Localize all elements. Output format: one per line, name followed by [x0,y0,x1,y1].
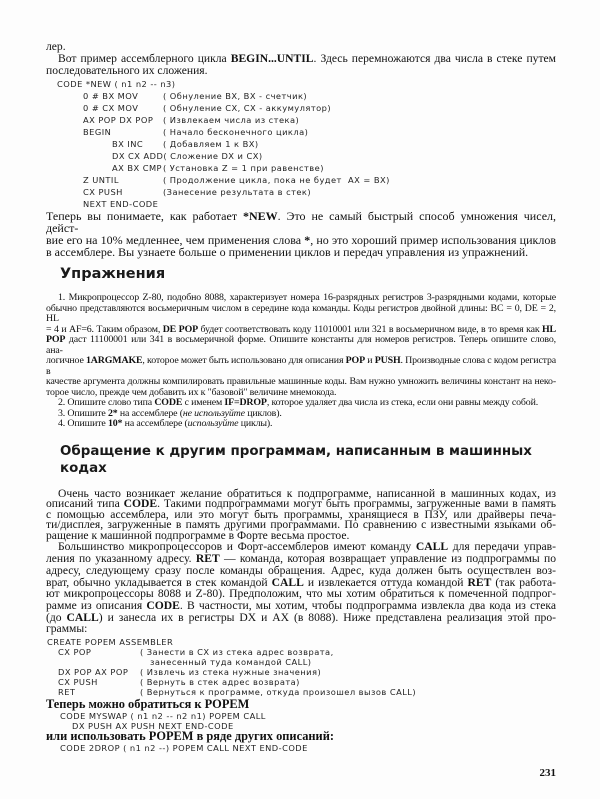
paragraph-line [46,210,556,234]
code-row [46,78,556,90]
text-run: ращение к машинной подпрограмме в Форте весьма простое. [46,528,350,542]
code-line: CODE MYSWAP ( n1 n2 -- n2 n1) POPEM CALL [60,711,266,722]
text-run: = 4 и AF=6. Таким образом, [46,323,163,335]
paragraph-line [46,65,556,77]
paragraph-line [46,731,556,743]
text-run: в ассемблере. Вы узнаете больше о применении циклов и передач управления из упражнений. [46,245,529,259]
text-run: (так работа- [491,575,556,589]
text-run: в ряде других описаний: [193,729,334,744]
exercise-line [46,356,556,377]
text-run: с помощью ассемблера, или это могут быть программы, хранящиеся в ПЗУ, или драйверы печа- [46,507,556,521]
code-instruction: BX INC [112,139,144,149]
code-row [46,743,556,753]
paragraph-intro-calls [46,486,556,542]
code-instruction: CX PUSH [58,677,98,688]
exercise-line [46,335,556,356]
bold-term: 10* [107,418,123,429]
code-instruction: Z UNTIL [83,175,119,185]
code-comment: ( Сложение DX и CX) [163,151,263,161]
text-run: . Производные слова с кодом регистра в [46,355,556,377]
code-instruction: DX CX ADD [112,151,164,161]
code-line: CODE 2DROP ( n1 n2 --) POPEM CALL NEXT END-CODE [60,743,308,754]
code-row [46,667,556,677]
text-run: на ассемблере ( [117,407,183,419]
code-row [46,90,556,102]
text-run: 4. Опишите [58,418,108,429]
code-row [46,186,556,198]
text-run: ления по указанному адресу. [46,552,196,566]
code-instruction: 0 # BX MOV [83,91,139,101]
bold-term: 2* [107,407,118,419]
text-run: рамме из описания [46,598,147,612]
text-run: или использовать [46,729,149,744]
code-comment: ( Извлекаем числа из стека) [163,115,300,125]
text-run: Очень часто возникает желание обратиться к подпрограмме, написанной в машинных кодах, из [58,486,556,500]
text-run: 2. Опишите слово типа [58,397,155,408]
text-run: , но это хороший пример использования циклов [310,233,556,247]
text-run: . В частности, мы хотим, чтобы подпрограмма извлекла два кода из стека [179,598,556,612]
bold-term: CALL [271,575,304,589]
text-run: 3. Опишите [58,407,108,419]
code-comment: (Занесение результата в стек) [163,187,312,197]
bold-term: POP [46,334,66,345]
bold-term: BEGIN...UNTIL [230,52,314,65]
code-block-popem [46,637,556,697]
code-row [46,102,556,114]
text-run: лер. [46,40,66,53]
bold-term: HL [542,323,556,335]
text-run: Теперь можно обратиться к [46,697,205,712]
text-run: качестве аргумента должны компилировать правильные машинные коды. Вам нужно умножить величины констант на неко- [46,376,556,387]
bold-term: POP [345,355,365,366]
code-comment: ( Занести в CX из стека адрес возврата, [140,647,334,658]
code-comment: ( Установка Z = 1 при равенстве) [163,163,324,173]
bold-term: CODE [154,397,183,408]
code-row [46,677,556,687]
text-run: адресу, следующему сразу после команды обращения. Адрес, куда должен быть осуществлен воз- [46,563,556,577]
text-run: и [364,355,375,366]
bold-term: POPEM [148,729,194,744]
code-row [46,150,556,162]
code-comment: ( Вернуть в стек адрес возврата) [140,677,300,688]
text-run: и извлекается оттуда командой [303,575,468,589]
code-row [46,114,556,126]
intro-paragraph [46,41,556,77]
bold-term: DE POP [162,323,198,335]
code-row [46,657,556,667]
code-row [46,687,556,697]
text-run: , которое удаляет два числа из стека, если они равны между собой. [266,397,539,408]
bold-term: CODE [146,598,180,612]
text-run: 1. Микропроцессор Z-80, подобно 8088, характеризует номера 16-разрядных регистров 3-разрядными кодами, которые [58,292,556,303]
code-instruction: RET [58,687,76,698]
text-run: циклы). [238,418,273,429]
code-row [46,138,556,150]
text-run: . Здесь перемножаются два числа в стеке путем [313,52,556,65]
explanation-paragraph [46,210,556,258]
code-comment: ( Извлечь из стека нужные значения) [140,667,322,678]
exercise-list [46,293,556,430]
paragraph-line [46,246,556,258]
text-run: . Это не самый быстрый способ умножения чисел, дейст- [46,209,557,235]
bold-term: *NEW [242,209,278,223]
code-comment: ( Обнуление CX, CX - аккумулятор) [163,103,332,113]
code-instruction: AX POP DX POP [83,115,154,125]
code-comment: ( Продолжение цикла, пока не будет AX = BX) [163,175,390,185]
code-comment: занесенный туда командой CALL) [150,657,312,668]
text-run: Большинство микропроцессоров и Форт-ассемблеров имеют команду [58,540,416,554]
text-run: торое число, прежде чем добавить их к "базовой" величине мнемокода. [46,386,337,398]
text-run: вие его на 10% медленнее, чем применения слова [46,233,305,247]
text-run: (до [46,610,67,624]
page-number: 231 [539,767,556,780]
code-instruction: CODE *NEW ( n1 n2 -- n3) [57,79,176,89]
code-instruction: AX BX CMP [112,163,163,173]
code-row [46,637,556,647]
bold-term: RET [195,552,220,566]
text-run: последовательного их сложения. [46,64,208,77]
text-run: граммы: [46,622,88,636]
paragraph-line [46,699,556,711]
italic-term: используйте [187,418,239,429]
bold-term: PUSH [374,355,401,366]
code-instruction: CX POP [58,647,92,658]
bold-term: CALL [66,610,99,624]
text-run: логичное [46,355,87,366]
code-instruction: CREATE POPEM ASSEMBLER [47,637,174,648]
text-run: . Такими подпрограммами могут быть программы, загруженные вами в память [157,497,556,511]
text-run: ти/дисплея, загруженные в память другими программами. По сравнению с известными языками об- [46,518,556,532]
text-run: ) и занесла их в регистры DX и AX (в 8088). Ниже представлена реализация этой про- [98,610,556,624]
code-block-new [46,78,556,210]
bold-term: CALL [415,540,449,554]
code-instruction: BEGIN [83,127,112,137]
text-run: Теперь вы понимаете, как работает [46,209,243,223]
text-run: , которое может быть использовано для описания [142,355,346,366]
paragraph-call-ret [46,541,556,635]
exercise-line [46,419,556,430]
section-heading-machine-code-calls: Обращение к другим программам, написанным в машинных кодах [60,443,532,476]
bold-term: CODE [123,497,158,511]
bold-term: RET [467,575,492,589]
code-row [46,711,556,721]
bold-term: * [304,233,311,247]
italic-term: не используйте [182,407,245,419]
paragraph-line [46,612,556,624]
bold-term: 1ARGMAKE [86,355,143,366]
text-run: — команда, которая возвращает управление из подпрограммы по [219,552,556,566]
text-run: даст 11100001 или 341 в восьмеричной форме. Опишите константы для номеров регистров. Теперь опишите слово, ана- [46,334,556,356]
code-instruction: DX POP AX POP [58,667,129,678]
code-row [46,647,556,657]
text-run: будет соответствовать коду 11010001 или 321 в восьмеричном виде, в то время как [197,323,543,335]
text-run: ют микропроцессоры 8088 и Z-80). Предположим, что мы хотим обратиться к помеченной подпрог- [46,587,556,601]
section-heading-exercises: Упражнения [60,266,166,282]
code-comment: ( Добавляем 1 к BX) [163,139,259,149]
text-run: с именем [182,397,225,408]
code-instruction: NEXT END-CODE [83,199,159,209]
exercise-line [46,304,556,325]
text-run: описаний типа [46,497,124,511]
code-instruction: 0 # CX MOV [83,103,139,113]
text-run: циклов). [244,407,282,419]
code-row [46,126,556,138]
code-row [46,174,556,186]
bold-term: IF=DROP [224,397,267,408]
text-run: врат, обычно укладывается в стек командой [46,575,272,589]
text-run: на ассемблере ( [122,418,188,429]
paragraph-line [46,623,556,635]
text-run: для передачи управ- [448,540,556,554]
code-comment: ( Вернуться к программе, откуда произошел вызов CALL) [140,687,417,698]
code-comment: ( Обнуление BX, BX - счетчик) [163,91,308,101]
text-run: обычно представляются восьмеричным числом в середине кода команды. Коды регистров двойной длины: BC = 0, DE = 2, HL [46,302,556,324]
code-row [46,162,556,174]
code-line: DX PUSH AX PUSH NEXT END-CODE [72,721,234,732]
text-run: Вот пример ассемблерного цикла [58,52,231,65]
bold-term: POPEM [204,697,250,712]
code-comment: ( Начало бесконечного цикла) [163,127,309,137]
code-instruction: CX PUSH [83,187,123,197]
